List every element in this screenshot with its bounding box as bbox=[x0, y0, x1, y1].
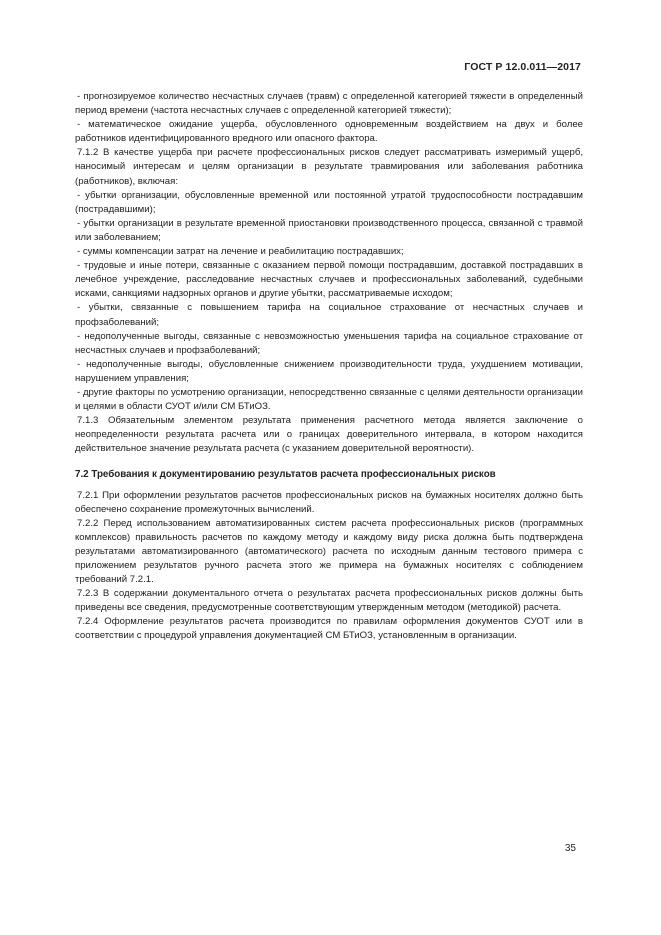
paragraph: 7.2.1 При оформлении результатов расчетов профессиональных рисков на бумажных носителях должно быть обеспечено сохранение промежуточных вычислений. bbox=[75, 489, 583, 515]
paragraph: 7.2.4 Оформление результатов расчета производится по правилам оформления документов СУОТ или в соответствии с процедурой управления документацией СМ БТиОЗ, установленным в организации. bbox=[75, 616, 583, 642]
paragraph: 7.1.3 Обязательным элементом результата применения расчетного метода является заключение о неопределенности результата расчета или о границах доверительного интервала, в котором находится действительное значение результата расчета (с указанием доверительной вероятности). bbox=[75, 415, 583, 455]
paragraph: - убытки, связанные с повышением тарифа на социальное страхование от несчастных случаев и профзаболеваний; bbox=[75, 302, 583, 328]
paragraph: 7.1.2 В качестве ущерба при расчете профессиональных рисков следует рассматривать измеримый ущерб, наносимый интересам и целям организации в результате травмирования или заболевания работника (работников), включая: bbox=[75, 147, 583, 187]
document-body bbox=[75, 90, 583, 644]
document-code-header: ГОСТ Р 12.0.011—2017 bbox=[464, 61, 581, 73]
section-heading: 7.2 Требования к документированию результатов расчета профессиональных рисков bbox=[75, 469, 496, 481]
paragraph: - трудовые и иные потери, связанные с оказанием первой помощи пострадавшим, доставкой пострадавших в лечебное учреждение, расследование несчастных случаев и профессиональных заболеваний, судебными исками, санкциями надзорных органов и другие убытки, рассматриваемые исходом; bbox=[75, 260, 583, 300]
paragraph: - недополученные выгоды, обусловленные снижением производительности труда, ухудшением мотивации, нарушением управления; bbox=[75, 358, 583, 384]
paragraph: - убытки организации в результате временной приостановки производственного процесса, связанной с травмой или заболеванием; bbox=[75, 217, 583, 243]
paragraph: - суммы компенсации затрат на лечение и реабилитацию пострадавших; bbox=[77, 246, 404, 258]
paragraph: - математическое ожидание ущерба, обусловленного одновременным воздействием на двух и более работников идентифицированного вредного или опасного фактора. bbox=[75, 119, 583, 145]
paragraph: - другие факторы по усмотрению организации, непосредственно связанные с целями деятельности организации и целями в области СУОТ и/или СМ БТиОЗ. bbox=[75, 386, 583, 413]
paragraph: 7.2.3 В содержании документального отчета о результатах расчета профессиональных рисков должны быть приведены все сведения, предусмотренные соответствующим утвержденным методом (методикой) расчета. bbox=[75, 588, 583, 614]
paragraph: - убытки организации, обусловленные временной или постоянной утратой трудоспособности пострадавшим (пострадавшими); bbox=[75, 189, 583, 215]
paragraph: - прогнозируемое количество несчастных случаев (травм) с определенной категорией тяжести в определенный период времени (частота несчастных случаев с определенной категорией тяжести); bbox=[75, 91, 583, 117]
page-number: 35 bbox=[564, 843, 576, 854]
paragraph: - недополученные выгоды, связанные с невозможностью уменьшения тарифа на социальное страхование от несчастных случаев и профзаболеваний; bbox=[75, 330, 583, 356]
paragraph: 7.2.2 Перед использованием автоматизированных систем расчета профессиональных рисков (программных комплексов) правильность расчетов по каждому методу и каждому виду риска должна быть подтверждена результатами автоматизированного (автоматического) расчета по исходным данным тестового примера с приложением результатов ручного расчета этого же примера на бумажных носителях с соблюдением требований 7.2.1. bbox=[75, 517, 583, 586]
